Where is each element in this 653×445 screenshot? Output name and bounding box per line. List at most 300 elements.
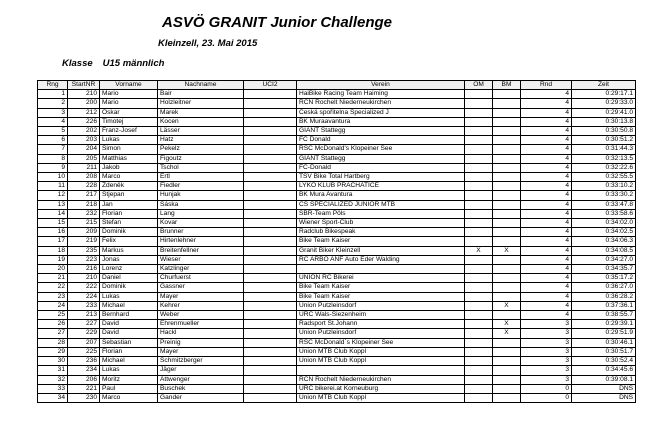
last-name-cell: Breitenfellner — [158, 246, 244, 255]
club-cell: Bike Team Kaiser — [297, 283, 465, 292]
last-name-cell: Kovar — [158, 219, 244, 228]
rounds-cell: 4 — [521, 311, 572, 320]
table-row — [38, 136, 636, 145]
bm-cell — [493, 311, 521, 320]
rounds-cell: 4 — [521, 182, 572, 191]
time-cell: 0:34:06.3 — [572, 237, 636, 246]
time-cell: 0:33:58.6 — [572, 209, 636, 218]
om-cell — [465, 338, 493, 347]
rank-cell: 15 — [38, 219, 68, 228]
club-cell: Radsport St.Johann — [297, 320, 465, 329]
first-name-cell: Jonas — [100, 255, 158, 264]
club-cell: RC ARBO ANF Auto Eder Walding — [297, 255, 465, 264]
bm-cell — [493, 338, 521, 347]
uci-cell — [244, 366, 297, 375]
first-name-cell: Zdeněk — [100, 182, 158, 191]
rounds-cell: 0 — [521, 384, 572, 393]
om-cell — [465, 117, 493, 126]
uci-cell — [244, 108, 297, 117]
start-number-cell: 219 — [68, 237, 100, 246]
column-header-uci2: UCI2 — [244, 81, 297, 90]
uci-cell — [244, 274, 297, 283]
om-cell — [465, 375, 493, 384]
rank-cell: 7 — [38, 145, 68, 154]
time-cell: 0:34:35.7 — [572, 265, 636, 274]
table-row — [38, 90, 636, 99]
rounds-cell: 4 — [521, 274, 572, 283]
table-row — [38, 246, 636, 255]
rank-cell: 8 — [38, 154, 68, 163]
rank-cell: 1 — [38, 90, 68, 99]
uci-cell — [244, 182, 297, 191]
om-cell — [465, 99, 493, 108]
club-cell: HaiBike Racing Team Haiming — [297, 90, 465, 99]
first-name-cell: Jakob — [100, 163, 158, 172]
uci-cell — [244, 145, 297, 154]
om-cell — [465, 219, 493, 228]
bm-cell — [493, 90, 521, 99]
table-row — [38, 393, 636, 402]
last-name-cell: Pekelz — [158, 145, 244, 154]
om-cell — [465, 237, 493, 246]
rounds-cell: 4 — [521, 163, 572, 172]
time-cell: 0:30:51.2 — [572, 136, 636, 145]
start-number-cell: 202 — [68, 127, 100, 136]
om-cell — [465, 255, 493, 264]
uci-cell — [244, 329, 297, 338]
club-cell: FC Donald — [297, 136, 465, 145]
table-row — [38, 117, 636, 126]
start-number-cell: 206 — [68, 375, 100, 384]
om-cell — [465, 393, 493, 402]
first-name-cell: David — [100, 320, 158, 329]
bm-cell — [493, 347, 521, 356]
start-number-cell: 215 — [68, 219, 100, 228]
last-name-cell: Ehrenmueller — [158, 320, 244, 329]
club-cell: Radclub Bikespeak — [297, 228, 465, 237]
bm-cell — [493, 145, 521, 154]
rank-cell: 30 — [38, 357, 68, 366]
rounds-cell: 3 — [521, 366, 572, 375]
table-row — [38, 173, 636, 182]
uci-cell — [244, 283, 297, 292]
last-name-cell: Weber — [158, 311, 244, 320]
time-cell: 0:33:10.2 — [572, 182, 636, 191]
rounds-cell: 4 — [521, 283, 572, 292]
first-name-cell: Dominik — [100, 283, 158, 292]
uci-cell — [244, 117, 297, 126]
om-cell — [465, 136, 493, 145]
table-row — [38, 255, 636, 264]
rank-cell: 26 — [38, 320, 68, 329]
table-row — [38, 329, 636, 338]
start-number-cell: 210 — [68, 274, 100, 283]
column-header-rnd: Rnd — [521, 81, 572, 90]
table-row — [38, 228, 636, 237]
start-number-cell: 203 — [68, 136, 100, 145]
bm-cell — [493, 393, 521, 402]
table-row — [38, 200, 636, 209]
om-cell — [465, 274, 493, 283]
bm-cell — [493, 117, 521, 126]
rounds-cell: 4 — [521, 173, 572, 182]
table-row — [38, 357, 636, 366]
start-number-cell: 218 — [68, 200, 100, 209]
table-row — [38, 163, 636, 172]
rounds-cell: 3 — [521, 357, 572, 366]
time-cell: 0:30:50.8 — [572, 127, 636, 136]
rank-cell: 12 — [38, 191, 68, 200]
club-cell: UNION RC Bikerei — [297, 274, 465, 283]
om-cell — [465, 265, 493, 274]
om-cell — [465, 200, 493, 209]
bm-cell: X — [493, 246, 521, 255]
club-cell: Česká spořitelna Specialized J — [297, 108, 465, 117]
first-name-cell: Dominik — [100, 228, 158, 237]
start-number-cell: 228 — [68, 182, 100, 191]
om-cell — [465, 163, 493, 172]
first-name-cell: Lorenz — [100, 265, 158, 274]
table-row — [38, 338, 636, 347]
first-name-cell: Oskar — [100, 108, 158, 117]
uci-cell — [244, 347, 297, 356]
uci-cell — [244, 209, 297, 218]
time-cell: 0:32:55.5 — [572, 173, 636, 182]
last-name-cell: Figoutz — [158, 154, 244, 163]
rounds-cell: 4 — [521, 219, 572, 228]
last-name-cell: Churfuerst — [158, 274, 244, 283]
club-cell: LYKO KLUB PRACHATICE — [297, 182, 465, 191]
om-cell — [465, 209, 493, 218]
uci-cell — [244, 357, 297, 366]
first-name-cell: Stjepan — [100, 191, 158, 200]
start-number-cell: 230 — [68, 393, 100, 402]
rounds-cell: 3 — [521, 347, 572, 356]
club-cell: Granit Biker Kleinzell — [297, 246, 465, 255]
last-name-cell: Wieser — [158, 255, 244, 264]
table-row — [38, 375, 636, 384]
last-name-cell: Schmitzberger — [158, 357, 244, 366]
table-row — [38, 320, 636, 329]
rank-cell: 33 — [38, 384, 68, 393]
table-row — [38, 108, 636, 117]
bm-cell — [493, 127, 521, 136]
start-number-cell: 229 — [68, 329, 100, 338]
first-name-cell: Michael — [100, 357, 158, 366]
club-cell: CS SPECIALIZED JUNIOR MTB — [297, 200, 465, 209]
start-number-cell: 210 — [68, 90, 100, 99]
rank-cell: 16 — [38, 228, 68, 237]
uci-cell — [244, 320, 297, 329]
first-name-cell: Stefan — [100, 219, 158, 228]
first-name-cell: Marco — [100, 173, 158, 182]
time-cell: 0:30:51.7 — [572, 347, 636, 356]
last-name-cell: Sáska — [158, 200, 244, 209]
time-cell: 0:37:36.1 — [572, 301, 636, 310]
start-number-cell: 225 — [68, 347, 100, 356]
club-cell: URC Wals-Siezenheim — [297, 311, 465, 320]
last-name-cell: Hunjak — [158, 191, 244, 200]
rank-cell: 24 — [38, 301, 68, 310]
start-number-cell: 226 — [68, 117, 100, 126]
start-number-cell: 216 — [68, 265, 100, 274]
bm-cell — [493, 265, 521, 274]
first-name-cell: Florian — [100, 347, 158, 356]
last-name-cell: Jäger — [158, 366, 244, 375]
table-row — [38, 384, 636, 393]
column-header-verein: Verein — [297, 81, 465, 90]
rank-cell: 17 — [38, 237, 68, 246]
bm-cell — [493, 200, 521, 209]
rounds-cell: 3 — [521, 375, 572, 384]
bm-cell — [493, 357, 521, 366]
rounds-cell: 4 — [521, 255, 572, 264]
club-cell — [297, 366, 465, 375]
om-cell — [465, 90, 493, 99]
bm-cell — [493, 182, 521, 191]
om-cell — [465, 347, 493, 356]
last-name-cell: Katzlinger — [158, 265, 244, 274]
uci-cell — [244, 237, 297, 246]
rounds-cell: 4 — [521, 292, 572, 301]
uci-cell — [244, 173, 297, 182]
first-name-cell: Bernhard — [100, 311, 158, 320]
table-row — [38, 274, 636, 283]
start-number-cell: 204 — [68, 145, 100, 154]
last-name-cell: Hackl — [158, 329, 244, 338]
first-name-cell: Daniel — [100, 274, 158, 283]
last-name-cell: Gassner — [158, 283, 244, 292]
start-number-cell: 205 — [68, 154, 100, 163]
last-name-cell: Kehrer — [158, 301, 244, 310]
om-cell — [465, 311, 493, 320]
last-name-cell: Tschol — [158, 163, 244, 172]
om-cell — [465, 182, 493, 191]
bm-cell — [493, 292, 521, 301]
last-name-cell: Buschek — [158, 384, 244, 393]
rounds-cell: 4 — [521, 191, 572, 200]
start-number-cell: 211 — [68, 163, 100, 172]
om-cell — [465, 154, 493, 163]
rounds-cell: 4 — [521, 108, 572, 117]
time-cell: 0:32:22.6 — [572, 163, 636, 172]
bm-cell — [493, 108, 521, 117]
bm-cell — [493, 237, 521, 246]
table-row — [38, 237, 636, 246]
first-name-cell: Michael — [100, 301, 158, 310]
rank-cell: 13 — [38, 200, 68, 209]
bm-cell — [493, 375, 521, 384]
rounds-cell: 4 — [521, 301, 572, 310]
om-cell — [465, 329, 493, 338]
rounds-cell: 4 — [521, 246, 572, 255]
table-row — [38, 209, 636, 218]
uci-cell — [244, 191, 297, 200]
first-name-cell: Felix — [100, 237, 158, 246]
table-row — [38, 99, 636, 108]
uci-cell — [244, 136, 297, 145]
rank-cell: 14 — [38, 209, 68, 218]
rank-cell: 27 — [38, 329, 68, 338]
time-cell: 0:36:28.2 — [572, 292, 636, 301]
uci-cell — [244, 301, 297, 310]
rank-cell: 10 — [38, 173, 68, 182]
time-cell: 0:39:08.1 — [572, 375, 636, 384]
table-row — [38, 366, 636, 375]
uci-cell — [244, 338, 297, 347]
time-cell: 0:32:13.5 — [572, 154, 636, 163]
first-name-cell: Florian — [100, 209, 158, 218]
rank-cell: 19 — [38, 255, 68, 264]
rank-cell: 6 — [38, 136, 68, 145]
uci-cell — [244, 311, 297, 320]
om-cell — [465, 292, 493, 301]
uci-cell — [244, 163, 297, 172]
bm-cell — [493, 274, 521, 283]
last-name-cell: Kocen — [158, 117, 244, 126]
start-number-cell: 221 — [68, 384, 100, 393]
om-cell — [465, 357, 493, 366]
rank-cell: 18 — [38, 246, 68, 255]
time-cell: 0:34:08.5 — [572, 246, 636, 255]
club-cell: Wiener Sport-Club — [297, 219, 465, 228]
last-name-cell: Lang — [158, 209, 244, 218]
start-number-cell: 234 — [68, 366, 100, 375]
uci-cell — [244, 200, 297, 209]
rounds-cell: 3 — [521, 329, 572, 338]
document-title: ASVÖ GRANIT Junior Challenge — [162, 14, 393, 31]
first-name-cell: Sebastian — [100, 338, 158, 347]
table-row — [38, 145, 636, 154]
time-cell: DNS — [572, 393, 636, 402]
table-row — [38, 301, 636, 310]
time-cell: 0:29:41.0 — [572, 108, 636, 117]
rounds-cell: 3 — [521, 320, 572, 329]
first-name-cell: Jan — [100, 200, 158, 209]
last-name-cell: Bair — [158, 90, 244, 99]
column-header-bm: BM — [493, 81, 521, 90]
rounds-cell: 4 — [521, 145, 572, 154]
rank-cell: 31 — [38, 366, 68, 375]
rank-cell: 2 — [38, 99, 68, 108]
last-name-cell: Marek — [158, 108, 244, 117]
start-number-cell: 235 — [68, 246, 100, 255]
column-header-rng: Rng — [38, 81, 68, 90]
rounds-cell: 3 — [521, 338, 572, 347]
club-cell: BK Mura Avantura — [297, 191, 465, 200]
last-name-cell: Hirtenlehner — [158, 237, 244, 246]
rounds-cell: 4 — [521, 200, 572, 209]
class-label: Klasse — [62, 58, 93, 69]
start-number-cell: 208 — [68, 173, 100, 182]
club-cell: RSC McDonald's Klopeiner See — [297, 145, 465, 154]
bm-cell — [493, 366, 521, 375]
om-cell — [465, 173, 493, 182]
club-cell: Bike Team Kaiser — [297, 237, 465, 246]
class-heading — [62, 58, 164, 69]
rounds-cell: 4 — [521, 209, 572, 218]
time-cell: 0:33:30.2 — [572, 191, 636, 200]
first-name-cell: Marco — [100, 393, 158, 402]
uci-cell — [244, 384, 297, 393]
bm-cell — [493, 191, 521, 200]
header-row — [38, 81, 636, 90]
time-cell: 0:34:27.0 — [572, 255, 636, 264]
club-cell: Union Putzleinsdorf — [297, 329, 465, 338]
uci-cell — [244, 228, 297, 237]
bm-cell — [493, 163, 521, 172]
rounds-cell: 4 — [521, 154, 572, 163]
last-name-cell: Brunner — [158, 228, 244, 237]
start-number-cell: 223 — [68, 255, 100, 264]
rank-cell: 32 — [38, 375, 68, 384]
first-name-cell: Markus — [100, 246, 158, 255]
time-cell: 0:30:52.4 — [572, 357, 636, 366]
start-number-cell: 233 — [68, 301, 100, 310]
last-name-cell: Mayer — [158, 292, 244, 301]
first-name-cell: Matthias — [100, 154, 158, 163]
first-name-cell: Lukas — [100, 136, 158, 145]
start-number-cell: 213 — [68, 311, 100, 320]
time-cell: 0:30:46.1 — [572, 338, 636, 347]
bm-cell — [493, 99, 521, 108]
club-cell: FC-Donald — [297, 163, 465, 172]
time-cell: 0:36:27.0 — [572, 283, 636, 292]
start-number-cell: 227 — [68, 320, 100, 329]
last-name-cell: Preinig — [158, 338, 244, 347]
start-number-cell: 236 — [68, 357, 100, 366]
last-name-cell: Hatz — [158, 136, 244, 145]
club-cell: RCN Rochelt Niederneukirchen — [297, 375, 465, 384]
club-cell: SBR-Team Pöls — [297, 209, 465, 218]
bm-cell — [493, 173, 521, 182]
om-cell — [465, 366, 493, 375]
club-cell: GIANT Stattegg — [297, 154, 465, 163]
rounds-cell: 4 — [521, 99, 572, 108]
rounds-cell: 4 — [521, 117, 572, 126]
rounds-cell: 4 — [521, 136, 572, 145]
first-name-cell: Mario — [100, 90, 158, 99]
club-cell: TSV Bike Total Hartberg — [297, 173, 465, 182]
results-body — [38, 90, 636, 403]
om-cell — [465, 320, 493, 329]
club-cell: Union MTB Club Koppl — [297, 347, 465, 356]
om-cell — [465, 283, 493, 292]
om-cell — [465, 145, 493, 154]
uci-cell — [244, 393, 297, 402]
table-row — [38, 154, 636, 163]
uci-cell — [244, 255, 297, 264]
last-name-cell: Lässer — [158, 127, 244, 136]
table-row — [38, 182, 636, 191]
event-location-date: Kleinzell, 23. Mai 2015 — [158, 38, 258, 49]
rounds-cell: 4 — [521, 90, 572, 99]
time-cell: 0:31:44.3 — [572, 145, 636, 154]
rank-cell: 21 — [38, 274, 68, 283]
club-cell: BK Muraavantura — [297, 117, 465, 126]
time-cell: 0:29:51.9 — [572, 329, 636, 338]
first-name-cell: Lukas — [100, 292, 158, 301]
rank-cell: 23 — [38, 292, 68, 301]
first-name-cell: David — [100, 329, 158, 338]
club-cell: Union Putzleinsdorf — [297, 301, 465, 310]
uci-cell — [244, 265, 297, 274]
column-header-zeit: Zeit — [572, 81, 636, 90]
rounds-cell: 4 — [521, 237, 572, 246]
club-cell: GIANT Stattegg — [297, 127, 465, 136]
column-header-om: OM — [465, 81, 493, 90]
start-number-cell: 207 — [68, 338, 100, 347]
